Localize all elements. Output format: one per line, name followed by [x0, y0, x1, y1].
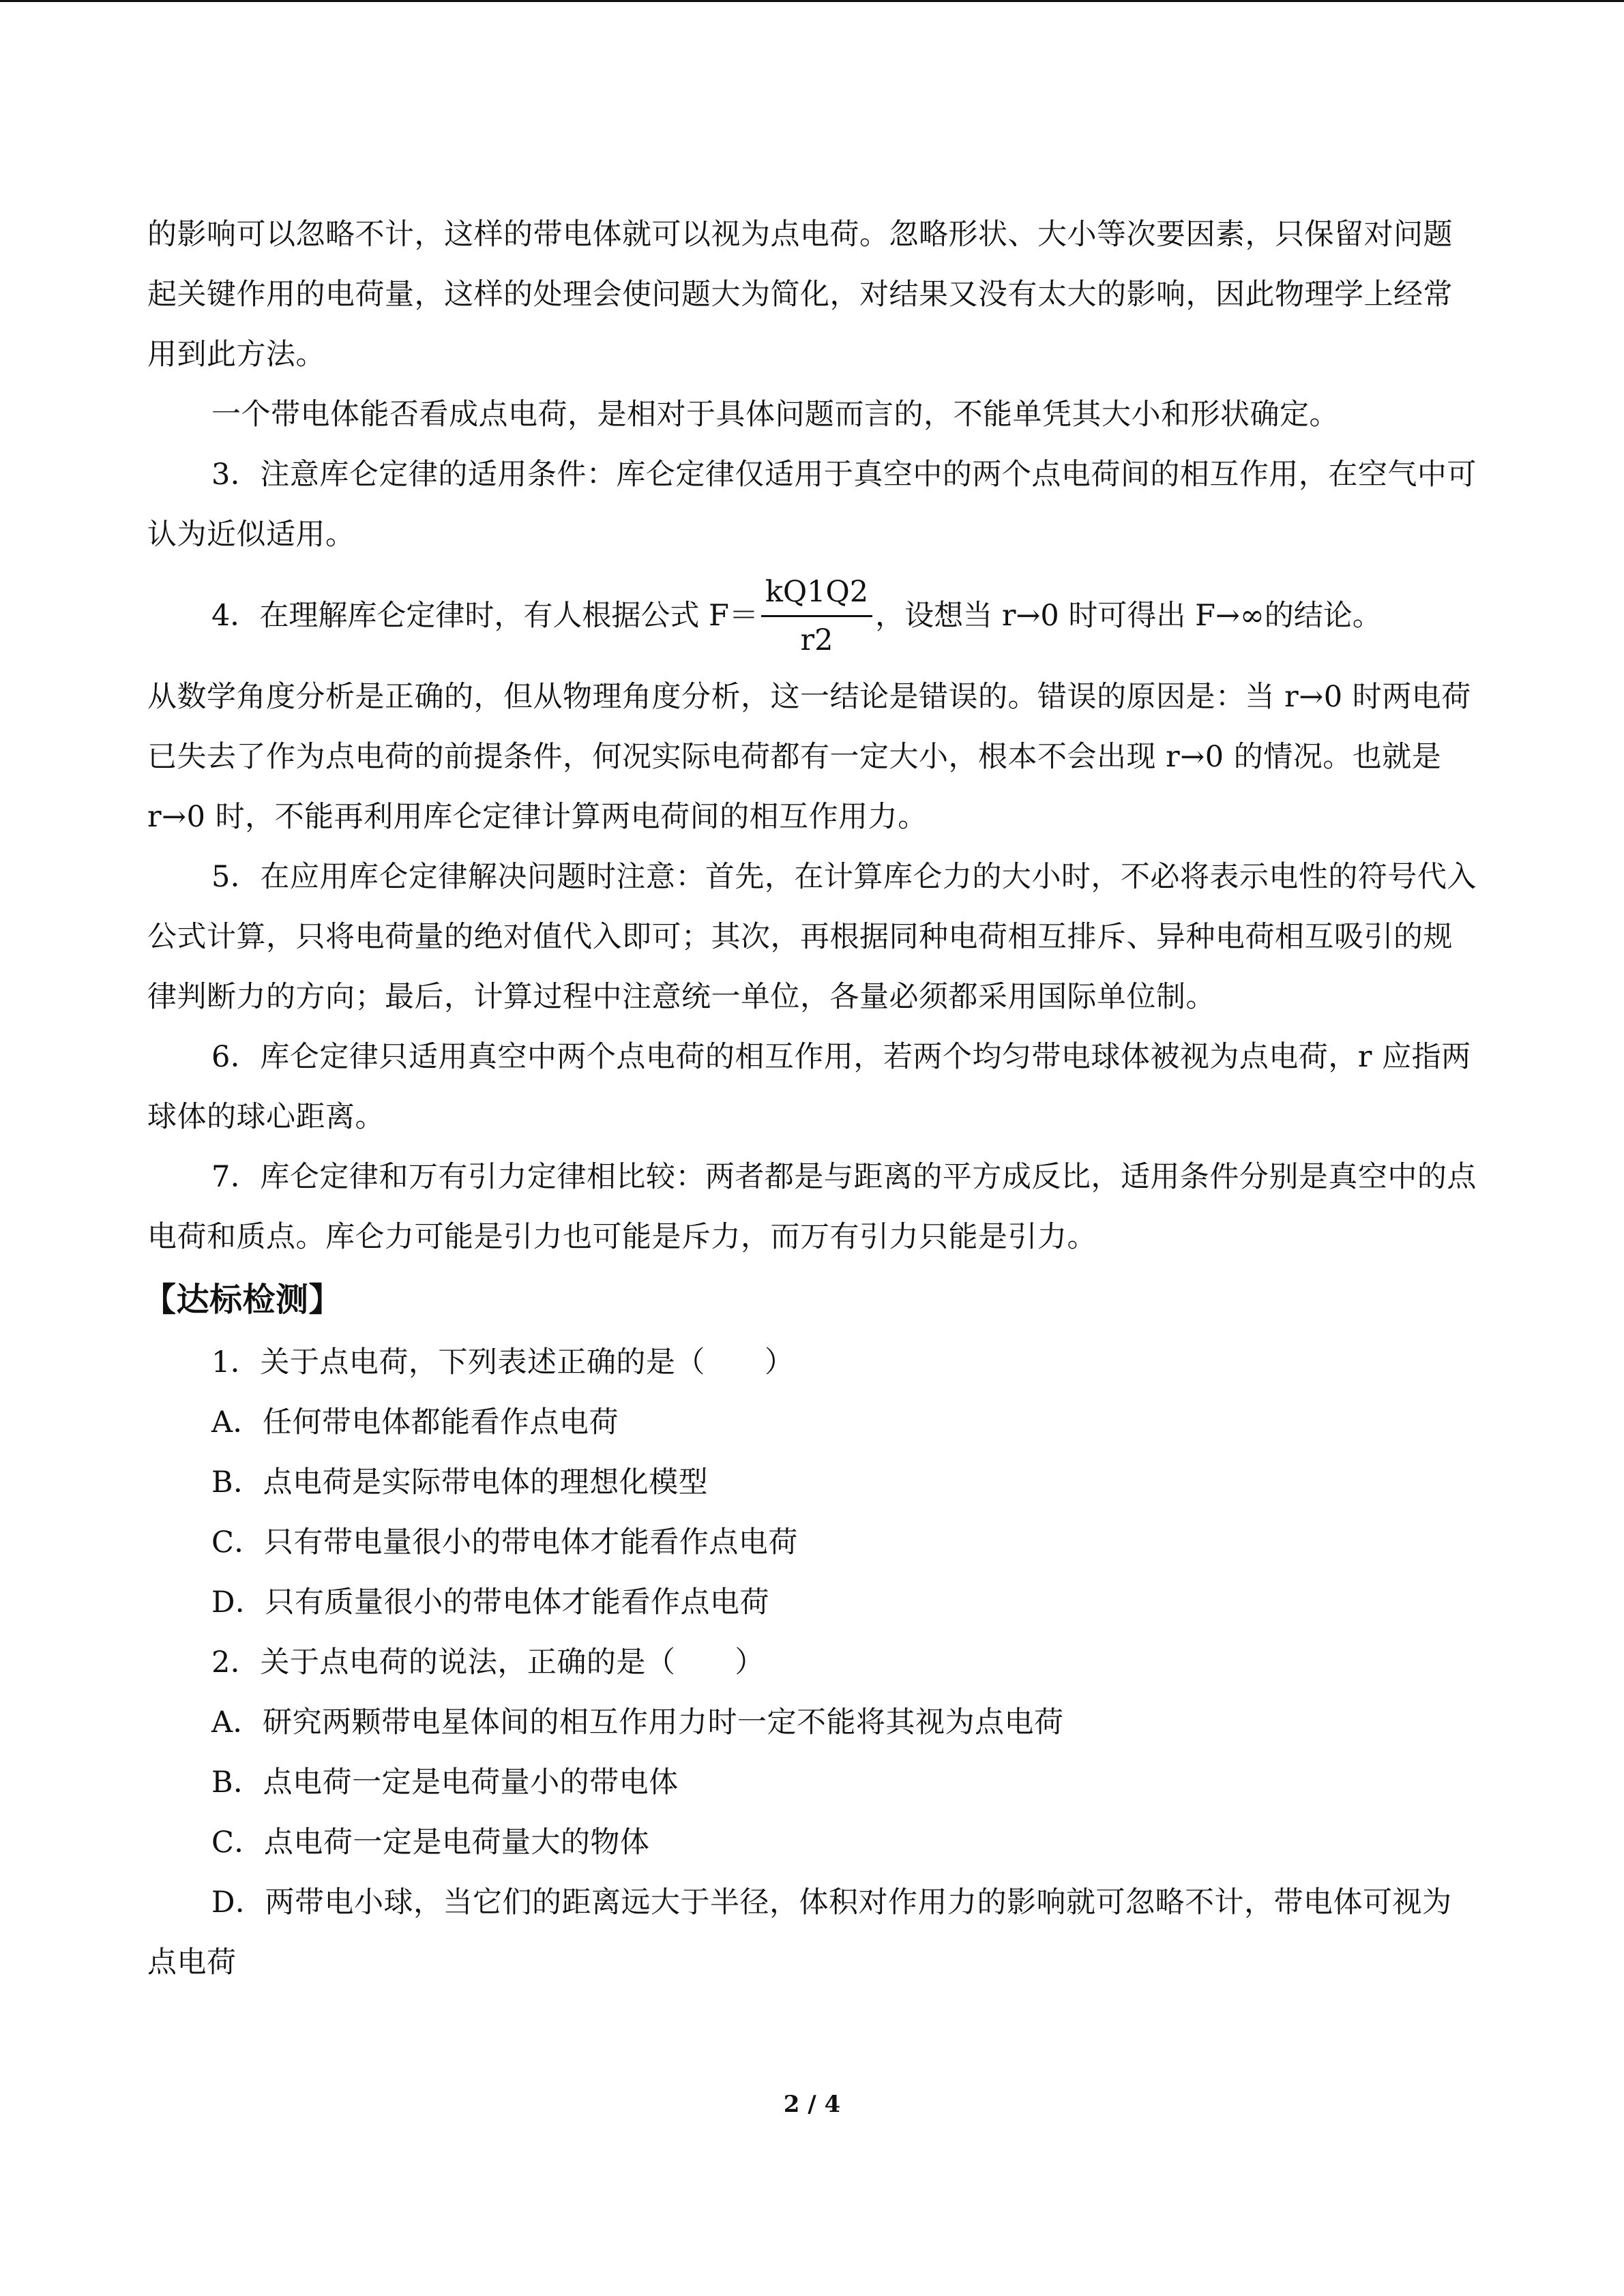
fraction-numerator: kQ1Q2	[765, 574, 869, 609]
question-2-option-a: A．研究两颗带电星体间的相互作用力时一定不能将其视为点电荷	[211, 1705, 1064, 1740]
paragraph-item-5: 5．在应用库仑定律解决问题时注意：首先，在计算库仑力的大小时，不必将表示电性的符号代入公式计算，只将电荷量的绝对值代入即可；其次，再根据同种电荷相互排斥、异种电荷相互吸引的规律判断力的方向；最后，计算过程中注意统一单位，各量必须都采用国际单位制。	[147, 860, 1477, 1014]
question-1	[147, 1332, 1477, 1632]
document-body	[143, 205, 1477, 1993]
section-heading-assessment: 【达标检测】	[143, 1281, 342, 1319]
paragraph-item-4-formula-line	[147, 565, 1477, 667]
fraction-denominator: r2	[800, 623, 833, 657]
top-border-line	[0, 0, 1624, 2]
formula-suffix-text: ，设想当 r→0 时可得出 F→∞的结论。	[875, 599, 1382, 633]
question-2-stem: 2．关于点电荷的说法，正确的是（ ）	[211, 1645, 765, 1680]
question-1-option-a: A．任何带电体都能看作点电荷	[211, 1405, 619, 1440]
question-2-option-c: C．点电荷一定是电荷量大的物体	[211, 1825, 650, 1860]
question-2-option-d: D．两带电小球，当它们的距离远大于半径，体积对作用力的影响就可忽略不计，带电体可视为点电荷	[147, 1885, 1452, 1980]
paragraph-point-charge-note: 一个带电体能否看成点电荷，是相对于具体问题而言的，不能单凭其大小和形状确定。	[211, 398, 1339, 432]
question-1-option-d: D．只有质量很小的带电体才能看作点电荷	[211, 1585, 769, 1620]
question-1-option-c: C．只有带电量很小的带电体才能看作点电荷	[211, 1525, 798, 1560]
paragraph-item-4-continuation: 从数学角度分析是正确的，但从物理角度分析，这一结论是错误的。错误的原因是：当 r→0 时两电荷已失去了作为点电荷的前提条件，何况实际电荷都有一定大小，根本不会出现 r→0 的情况。也就是 r→0 时，不能再利用库仑定律计算两电荷间的相互作用力。	[147, 680, 1471, 834]
paragraph-item-7: 7．库仑定律和万有引力定律相比较：两者都是与距离的平方成反比，适用条件分别是真空中的点电荷和质点。库仑力可能是引力也可能是斥力，而万有引力只能是引力。	[147, 1160, 1477, 1254]
fraction-bar	[761, 615, 872, 617]
question-2	[147, 1632, 1477, 1993]
paragraph-point-charge-continuation: 的影响可以忽略不计，这样的带电体就可以视为点电荷。忽略形状、大小等次要因素，只保留对问题起关键作用的电荷量，这样的处理会使问题大为简化，对结果又没有太大的影响，因此物理学上经常用到此方法。	[147, 218, 1453, 372]
question-1-option-b: B．点电荷是实际带电体的理想化模型	[211, 1465, 709, 1500]
formula-prefix-text: 4．在理解库仑定律时，有人根据公式 F＝	[211, 599, 758, 633]
paragraph-item-3: 3．注意库仑定律的适用条件：库仑定律仅适用于真空中的两个点电荷间的相互作用，在空气中可认为近似适用。	[147, 458, 1477, 552]
question-2-option-b: B．点电荷一定是电荷量小的带电体	[211, 1765, 679, 1800]
question-1-stem: 1．关于点电荷，下列表述正确的是（ ）	[211, 1345, 795, 1380]
coulomb-formula-fraction	[761, 573, 872, 659]
page-number: 2 / 4	[783, 2091, 841, 2118]
paragraph-item-6: 6．库仑定律只适用真空中两个点电荷的相互作用，若两个均匀带电球体被视为点电荷，r 应指两球体的球心距离。	[147, 1040, 1471, 1134]
